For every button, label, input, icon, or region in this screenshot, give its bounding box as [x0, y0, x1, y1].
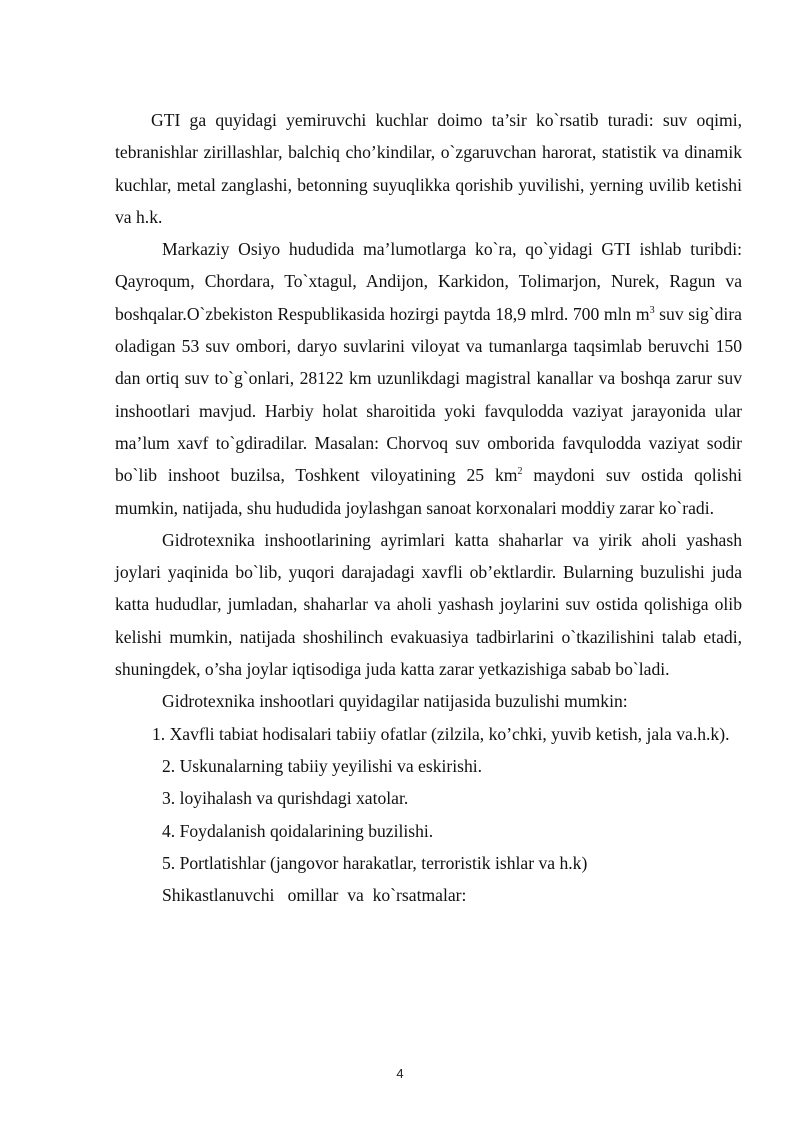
paragraph-1: GTI ga quyidagi yemiruvchi kuchlar doimo ta’sir ko`rsatib turadi: suv oqimi, tebranishlar zirillashlar, balchiq cho’kindilar, o`zgaruvchan harorat, statistik va dinamik kuchlar, metal zanglashi, betonning suyuqlikka qorishib yuvilishi, yerning uvilib ketishi va h.k.	[115, 110, 742, 227]
paragraph-2-part-a: Markaziy Osiyo hududida ma’lumotlarga ko`ra, qo`yidagi GTI ishlab turibdi: Qayroqum, Chordara, To`xtagul, Andijon, Karkidon, Tolimarjon, Nurek, Ragun va boshqalar.O`zbekiston Respublikasida hozirgi paytda 18,9 mlrd. 700 mln m	[115, 239, 742, 324]
list-item: 4. Foydalanish qoidalarining buzilishi.	[162, 820, 434, 841]
list-item: 2. Uskunalarning tabiiy yeyilishi va eskirishi.	[162, 755, 483, 776]
paragraph-5: Shikastlanuvchi omillar va ko`rsatmalar:	[162, 885, 467, 906]
superscript-cubic: 3	[649, 304, 655, 316]
paragraph-3: Gidrotexnika inshootlarining ayrimlari katta shaharlar va yirik aholi yashash joylari yaqinida bo`lib, yuqori darajadagi xavfli ob’ektlardir. Bularning buzulishi juda katta hududlar, jumladan, shaharlar va aholi yashash joylarini suv ostida qolishiga olib kelishi mumkin, natijada shoshilinch evakuasiya tadbirlarini o`tkazilishini talab etadi, shuningdek, o’sha joylar iqtisodiga juda katta zarar yetkazishiga sabab bo`ladi.	[115, 529, 742, 680]
superscript-square: 2	[517, 466, 523, 478]
paragraph-2-part-b: suv sig`dira oladigan 53 suv ombori, daryo suvlarini viloyat va tumanlarga taqsimlab beruvchi 150 dan ortiq suv to`g`onlari, 28122 km uzunlikdagi magistral kanallar va boshqa zarur suv inshootlari mavjud. Harbiy holat sharoitida yoki favqulodda vaziyat jarayonida ular ma’lum xavf to`gdiradilar. Masalan: Chorvoq suv omborida favqulodda vaziyat sodir bo`lib inshoot buzilsa, Toshkent viloyatining 25 km	[115, 303, 742, 486]
causes-list	[115, 718, 742, 879]
paragraph-4: Gidrotexnika inshootlari quyidagilar natijasida buzulishi mumkin:	[162, 691, 628, 712]
paragraph-2	[115, 233, 742, 524]
list-item: 3. loyihalash va qurishdagi xatolar.	[162, 788, 409, 809]
list-item: 5. Portlatishlar (jangovor harakatlar, terroristik ishlar va h.k)	[162, 852, 588, 873]
page-number: 4	[396, 1066, 404, 1081]
list-item: 1. Xavfli tabiat hodisalari tabiiy ofatlar (zilzila, ko’chki, yuvib ketish, jala va.h.k).	[152, 723, 730, 744]
page-body	[115, 104, 742, 911]
paragraph-2-part-c: maydoni suv ostida qolishi mumkin, natijada, shu hududida joylashgan sanoat korxonalari moddiy zarar ko`radi.	[115, 465, 743, 518]
